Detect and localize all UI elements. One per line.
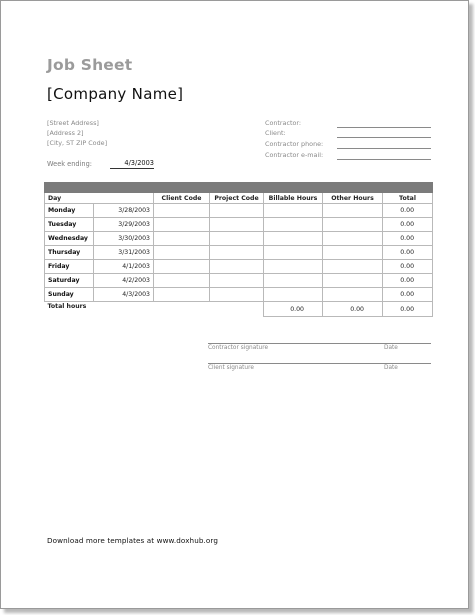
totals-row xyxy=(45,302,433,317)
other-hours-cell[interactable] xyxy=(323,204,383,218)
column-header-total: Total xyxy=(383,193,433,204)
contractor-label: Contractor: xyxy=(265,119,302,127)
column-header-other-hours: Other Hours xyxy=(323,193,383,204)
total-cell: 0.00 xyxy=(383,274,433,288)
day-cell: Wednesday xyxy=(45,232,94,246)
contractor-date-label: Date xyxy=(384,345,398,351)
client-code-cell[interactable] xyxy=(154,218,210,232)
project-code-cell[interactable] xyxy=(210,288,264,302)
contractor-email-field[interactable] xyxy=(337,159,431,160)
project-code-cell[interactable] xyxy=(210,274,264,288)
week-ending-value[interactable]: 4/3/2003 xyxy=(110,159,154,169)
day-cell: Saturday xyxy=(45,274,94,288)
billable-hours-cell[interactable] xyxy=(264,232,323,246)
day-cell: Friday xyxy=(45,260,94,274)
column-header-project-code: Project Code xyxy=(210,193,264,204)
billable-hours-cell[interactable] xyxy=(264,204,323,218)
contractor-email-label: Contractor e-mail: xyxy=(265,151,324,159)
client-code-cell[interactable] xyxy=(154,260,210,274)
address-2[interactable]: [Address 2] xyxy=(47,129,84,137)
billable-hours-cell[interactable] xyxy=(264,274,323,288)
day-cell: Tuesday xyxy=(45,218,94,232)
other-hours-cell[interactable] xyxy=(323,218,383,232)
empty-cell xyxy=(210,302,264,317)
project-code-cell[interactable] xyxy=(210,204,264,218)
footer-link-text: Download more templates at www.doxhub.org xyxy=(47,536,218,545)
table-row xyxy=(45,288,433,302)
other-hours-cell[interactable] xyxy=(323,260,383,274)
table-row xyxy=(45,260,433,274)
total-cell: 0.00 xyxy=(383,232,433,246)
contractor-phone-label: Contractor phone: xyxy=(265,140,324,148)
table-row xyxy=(45,274,433,288)
date-cell[interactable]: 3/28/2003 xyxy=(94,204,154,218)
column-header-client-code: Client Code xyxy=(154,193,210,204)
date-cell[interactable]: 4/1/2003 xyxy=(94,260,154,274)
day-cell: Thursday xyxy=(45,246,94,260)
table-header-band xyxy=(45,183,433,193)
date-cell[interactable]: 3/30/2003 xyxy=(94,232,154,246)
column-header-billable-hours: Billable Hours xyxy=(264,193,323,204)
total-cell: 0.00 xyxy=(383,246,433,260)
client-signature-label: Client signature xyxy=(208,365,254,371)
other-hours-cell[interactable] xyxy=(323,288,383,302)
billable-hours-cell[interactable] xyxy=(264,260,323,274)
billable-hours-cell[interactable] xyxy=(264,246,323,260)
other-hours-cell[interactable] xyxy=(323,246,383,260)
total-other-hours: 0.00 xyxy=(323,302,383,317)
date-cell[interactable]: 4/3/2003 xyxy=(94,288,154,302)
date-cell[interactable]: 3/31/2003 xyxy=(94,246,154,260)
client-code-cell[interactable] xyxy=(154,288,210,302)
column-header-day: Day xyxy=(45,193,154,204)
contractor-phone-field[interactable] xyxy=(337,148,431,149)
other-hours-cell[interactable] xyxy=(323,274,383,288)
date-cell[interactable]: 4/2/2003 xyxy=(94,274,154,288)
client-field[interactable] xyxy=(337,137,431,138)
table-header-row xyxy=(45,193,433,204)
city-state-zip[interactable]: [City, ST ZIP Code] xyxy=(47,139,108,147)
client-code-cell[interactable] xyxy=(154,274,210,288)
total-cell: 0.00 xyxy=(383,288,433,302)
company-name[interactable]: [Company Name] xyxy=(47,85,184,103)
week-ending-label: Week ending: xyxy=(47,160,93,168)
table-row xyxy=(45,204,433,218)
project-code-cell[interactable] xyxy=(210,260,264,274)
client-date-label: Date xyxy=(384,365,398,371)
client-code-cell[interactable] xyxy=(154,204,210,218)
table-row xyxy=(45,218,433,232)
table-row xyxy=(45,246,433,260)
project-code-cell[interactable] xyxy=(210,232,264,246)
project-code-cell[interactable] xyxy=(210,218,264,232)
day-cell: Monday xyxy=(45,204,94,218)
total-billable-hours: 0.00 xyxy=(264,302,323,317)
table-row xyxy=(45,232,433,246)
total-hours-value: 0.00 xyxy=(383,302,433,317)
contractor-field[interactable] xyxy=(337,127,431,128)
page-title: Job Sheet xyxy=(47,56,133,74)
total-cell: 0.00 xyxy=(383,204,433,218)
contractor-signature-label: Contractor signature xyxy=(208,345,269,351)
other-hours-cell[interactable] xyxy=(323,232,383,246)
contractor-signature-line[interactable] xyxy=(208,343,431,344)
total-cell: 0.00 xyxy=(383,218,433,232)
client-code-cell[interactable] xyxy=(154,246,210,260)
day-cell: Sunday xyxy=(45,288,94,302)
total-cell: 0.00 xyxy=(383,260,433,274)
empty-cell xyxy=(154,302,210,317)
street-address[interactable]: [Street Address] xyxy=(47,119,99,127)
date-cell[interactable]: 3/29/2003 xyxy=(94,218,154,232)
total-hours-label: Total hours xyxy=(47,303,87,310)
timesheet-table xyxy=(44,182,433,317)
client-signature-line[interactable] xyxy=(208,363,431,364)
billable-hours-cell[interactable] xyxy=(264,288,323,302)
client-label: Client: xyxy=(265,129,286,137)
client-code-cell[interactable] xyxy=(154,232,210,246)
billable-hours-cell[interactable] xyxy=(264,218,323,232)
project-code-cell[interactable] xyxy=(210,246,264,260)
